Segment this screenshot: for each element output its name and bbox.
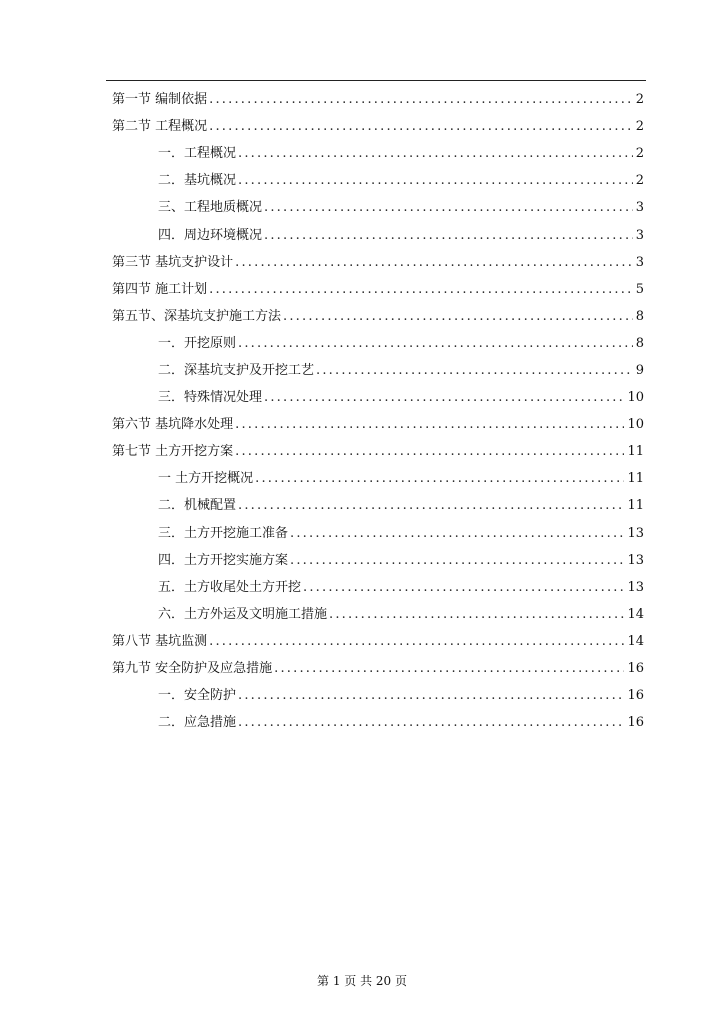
toc-dot-leader: [264, 222, 633, 249]
toc-page-number: 11: [627, 498, 644, 514]
toc-entry-title: 三、工程地质概况: [158, 200, 263, 216]
toc-section-link[interactable]: [0, 628, 724, 655]
toc-dot-leader: [290, 547, 624, 574]
toc-page-number: 11: [627, 444, 644, 460]
toc-entry-title: 第一节 编制依据: [112, 92, 208, 108]
toc-entry-title: 第九节 安全防护及应急措施: [112, 661, 273, 677]
toc-dot-leader: [238, 330, 633, 357]
toc-entry-title: 四．土方开挖实施方案: [158, 552, 289, 568]
toc-dot-leader: [238, 682, 624, 709]
toc-page-number: 16: [627, 688, 644, 704]
toc-entry-title: 二．应急措施: [158, 715, 237, 731]
toc-entry-title: 二．机械配置: [158, 498, 237, 514]
toc-dot-leader: [209, 113, 633, 140]
toc-dot-leader: [238, 492, 624, 519]
toc-dot-leader: [264, 384, 624, 411]
toc-page-number: 16: [627, 715, 644, 731]
toc-dot-leader: [283, 303, 633, 330]
toc-section-link[interactable]: [0, 655, 724, 682]
toc-dot-leader: [238, 167, 633, 194]
toc-page-number: 8: [635, 335, 644, 351]
toc-entry-title: 第四节 施工计划: [112, 281, 208, 297]
toc-entry-title: 四．周边环境概况: [158, 227, 263, 243]
toc-entry-title: 一 土方开挖概况: [158, 471, 254, 487]
toc-page-number: 9: [635, 362, 644, 378]
header-rule: [106, 80, 646, 81]
toc-entry-title: 一．安全防护: [158, 688, 237, 704]
toc-dot-leader: [303, 574, 624, 601]
toc-dot-leader: [209, 86, 633, 113]
toc-entry-title: 第三节 基坑支护设计: [112, 254, 234, 270]
toc-section-link[interactable]: [0, 411, 724, 438]
toc-entry-title: 六．土方外运及文明施工措施: [158, 606, 328, 622]
toc-page-number: 10: [627, 417, 644, 433]
toc-page-number: 2: [635, 173, 644, 189]
toc-dot-leader: [264, 194, 633, 221]
toc-entry-title: 三．特殊情况处理: [158, 390, 263, 406]
toc-entry-title: 二．基坑概况: [158, 173, 237, 189]
toc-entry-title: 三．土方开挖施工准备: [158, 525, 289, 541]
toc-section-link[interactable]: [0, 303, 724, 330]
toc-entry-title: 第六节 基坑降水处理: [112, 417, 234, 433]
toc-entry-title: 一．开挖原则: [158, 335, 237, 351]
toc-page-number: 8: [635, 308, 644, 324]
toc-dot-leader: [238, 140, 633, 167]
page-footer: 第 1 页 共 20 页: [317, 974, 407, 988]
toc-entry-title: 第五节、深基坑支护施工方法: [112, 308, 282, 324]
toc-entry-title: 五．土方收尾处土方开挖: [158, 579, 302, 595]
toc-section-link[interactable]: [0, 249, 724, 276]
toc-entry-title: 一．工程概况: [158, 146, 237, 162]
toc-subsection-link[interactable]: [0, 492, 724, 519]
toc-dot-leader: [209, 628, 624, 655]
toc-page-number: 13: [627, 579, 644, 595]
toc-section-link[interactable]: [0, 276, 724, 303]
toc-page-number: 13: [627, 552, 644, 568]
toc-dot-leader: [235, 438, 624, 465]
toc-section-link[interactable]: [0, 86, 724, 113]
toc-page-number: 13: [627, 525, 644, 541]
toc-subsection-link[interactable]: [0, 709, 724, 736]
toc-page-number: 3: [635, 254, 644, 270]
toc-subsection-link[interactable]: [0, 520, 724, 547]
toc-dot-leader: [290, 520, 624, 547]
toc-subsection-link[interactable]: [0, 547, 724, 574]
toc-page-number: 2: [635, 146, 644, 162]
toc-dot-leader: [209, 276, 633, 303]
toc-page-number: 11: [627, 471, 644, 487]
toc-page-number: 10: [627, 390, 644, 406]
toc-dot-leader: [274, 655, 624, 682]
toc-dot-leader: [255, 465, 624, 492]
toc-subsection-link[interactable]: [0, 384, 724, 411]
toc-subsection-link[interactable]: [0, 682, 724, 709]
toc-page-number: 3: [635, 227, 644, 243]
toc-subsection-link[interactable]: [0, 601, 724, 628]
toc-dot-leader: [329, 601, 624, 628]
table-of-contents: [0, 86, 724, 736]
toc-entry-title: 二．深基坑支护及开挖工艺: [158, 362, 315, 378]
toc-page-number: 14: [627, 606, 644, 622]
toc-dot-leader: [235, 411, 624, 438]
toc-subsection-link[interactable]: [0, 194, 724, 221]
toc-entry-title: 第七节 土方开挖方案: [112, 444, 234, 460]
toc-entry-title: 第八节 基坑监测: [112, 633, 208, 649]
toc-subsection-link[interactable]: [0, 167, 724, 194]
toc-section-link[interactable]: [0, 438, 724, 465]
toc-page-number: 16: [627, 661, 644, 677]
toc-dot-leader: [238, 709, 624, 736]
toc-page-number: 2: [635, 119, 644, 135]
toc-page-number: 2: [635, 92, 644, 108]
toc-page-number: 14: [627, 633, 644, 649]
toc-subsection-link[interactable]: [0, 574, 724, 601]
toc-subsection-link[interactable]: [0, 140, 724, 167]
toc-entry-title: 第二节 工程概况: [112, 119, 208, 135]
toc-subsection-link[interactable]: [0, 330, 724, 357]
toc-dot-leader: [316, 357, 633, 384]
toc-section-link[interactable]: [0, 113, 724, 140]
toc-page-number: 5: [635, 281, 644, 297]
toc-dot-leader: [235, 249, 633, 276]
toc-subsection-link[interactable]: [0, 221, 724, 248]
toc-page-number: 3: [635, 200, 644, 216]
toc-subsection-link[interactable]: [0, 357, 724, 384]
toc-subsection-link[interactable]: [0, 465, 724, 492]
